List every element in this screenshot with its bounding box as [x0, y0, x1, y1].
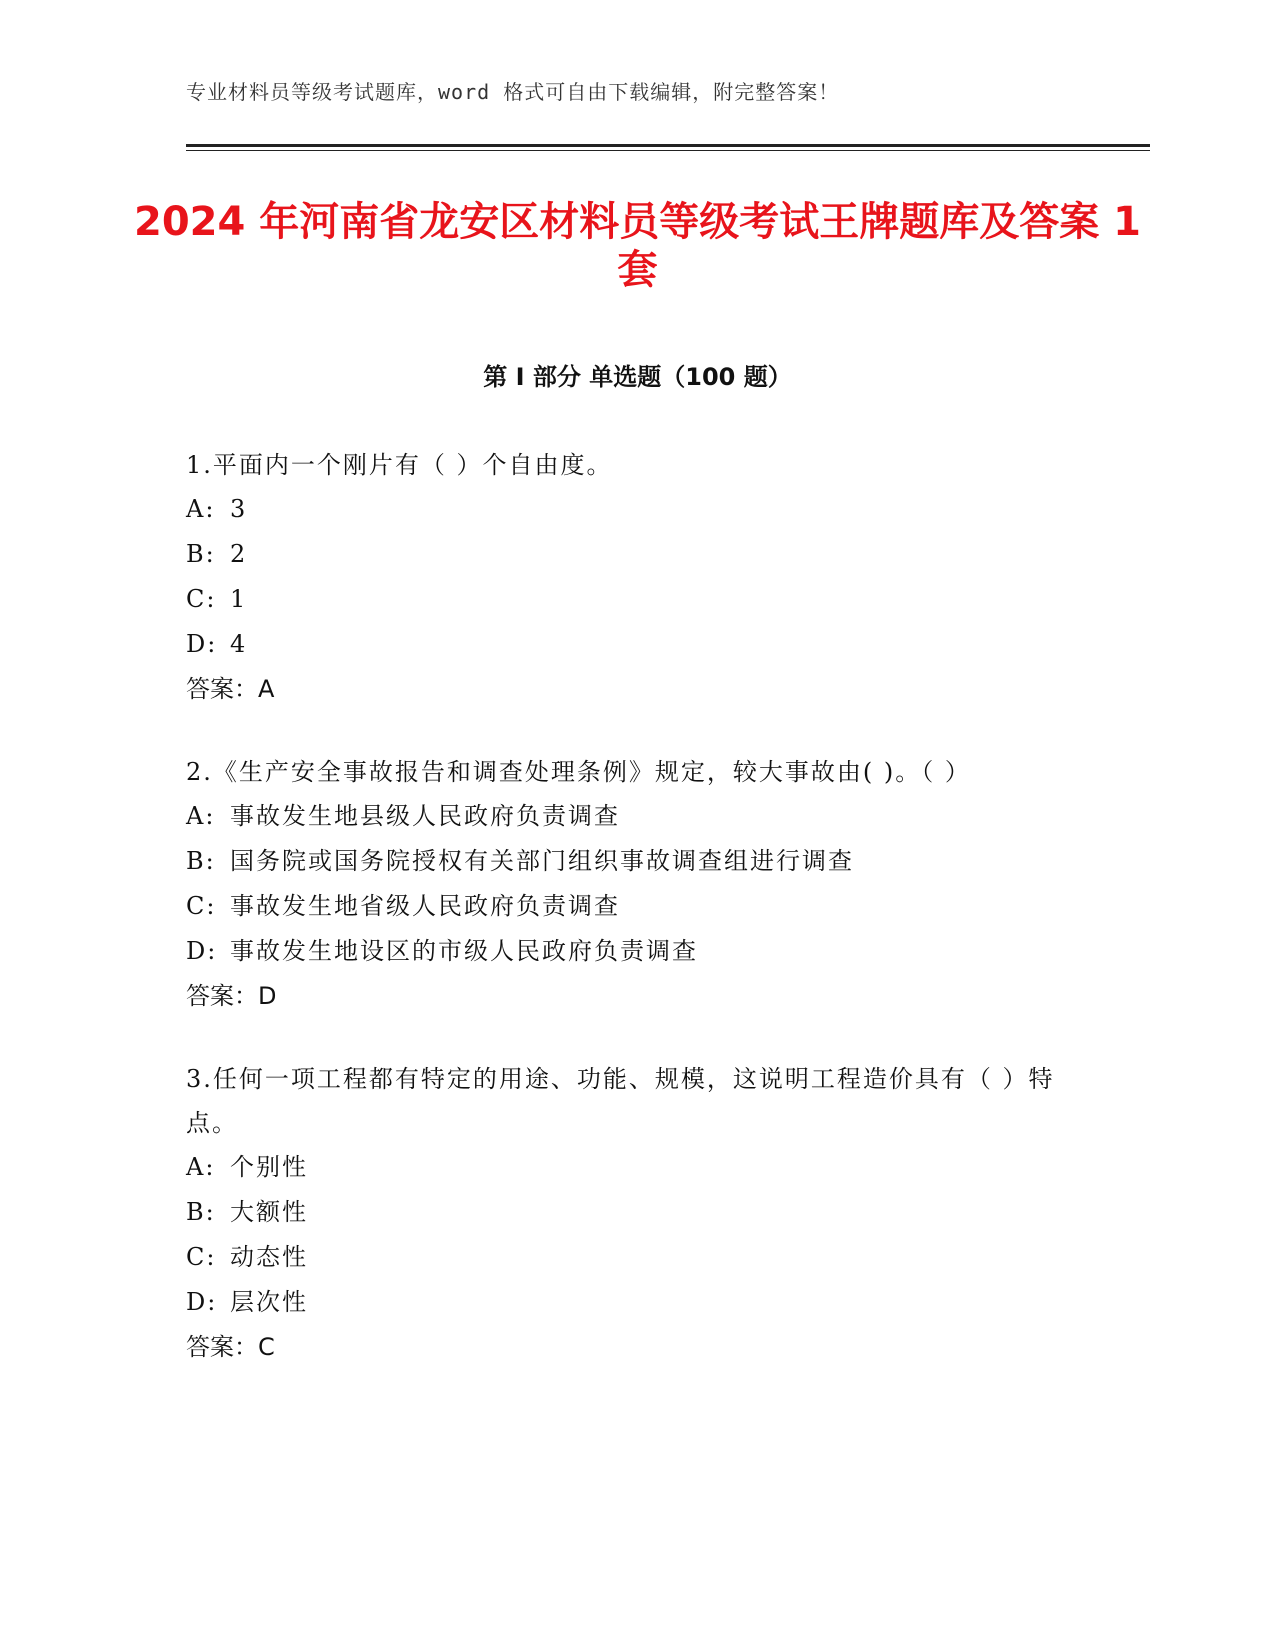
- answer-prefix: 答案：: [186, 675, 258, 703]
- option-b: [186, 1190, 1066, 1235]
- question-stem: 1.平面内一个刚片有（ ）个自由度。: [186, 451, 613, 479]
- answer-value: C: [258, 1333, 275, 1361]
- option-text: 国务院或国务院授权有关部门组织事故调查组进行调查: [230, 847, 854, 875]
- option-a: [186, 1145, 1066, 1190]
- option-text: 事故发生地设区的市级人民政府负责调查: [230, 937, 698, 965]
- header-note: 专业材料员等级考试题库，word 格式可自由下载编辑，附完整答案！: [186, 80, 840, 104]
- answer-line: [186, 667, 1066, 712]
- option-b: [186, 532, 1066, 577]
- question-3: [186, 1057, 1066, 1370]
- option-label: D:: [186, 937, 218, 965]
- option-label: B:: [186, 847, 216, 875]
- option-label: D:: [186, 1288, 218, 1316]
- header-rule-thick: [186, 144, 1150, 147]
- option-text: 事故发生地县级人民政府负责调查: [230, 802, 620, 830]
- option-text: 3: [230, 495, 248, 523]
- option-d: [186, 1280, 1066, 1325]
- option-text: 个别性: [230, 1153, 308, 1181]
- answer-line: [186, 974, 1066, 1019]
- section-title: 第 I 部分 单选题（100 题）: [483, 363, 792, 391]
- option-text: 动态性: [230, 1243, 308, 1271]
- option-label: B:: [186, 540, 216, 568]
- option-c: [186, 884, 1066, 929]
- option-d: [186, 929, 1066, 974]
- question-stem: 2.《生产安全事故报告和调查处理条例》规定，较大事故由( )。（ ）: [186, 758, 971, 786]
- question-list: [186, 443, 1066, 1408]
- answer-value: D: [258, 982, 277, 1010]
- option-text: 4: [230, 630, 248, 658]
- option-b: [186, 839, 1066, 884]
- option-a: [186, 794, 1066, 839]
- option-c: [186, 577, 1066, 622]
- option-label: A:: [186, 1153, 216, 1181]
- option-text: 层次性: [230, 1288, 308, 1316]
- document-title: 2024 年河南省龙安区材料员等级考试王牌题库及答案 1 套: [133, 199, 1141, 293]
- option-a: [186, 487, 1066, 532]
- option-label: B:: [186, 1198, 216, 1226]
- option-text: 1: [230, 585, 248, 613]
- option-label: A:: [186, 802, 216, 830]
- option-text: 事故发生地省级人民政府负责调查: [230, 892, 620, 920]
- question-2: [186, 750, 1066, 1019]
- option-c: [186, 1235, 1066, 1280]
- option-d: [186, 622, 1066, 667]
- option-label: C:: [186, 585, 217, 613]
- question-1: [186, 443, 1066, 712]
- option-label: C:: [186, 892, 217, 920]
- option-text: 2: [230, 540, 248, 568]
- option-label: C:: [186, 1243, 217, 1271]
- answer-value: A: [258, 675, 275, 703]
- answer-prefix: 答案：: [186, 1333, 258, 1361]
- option-label: D:: [186, 630, 218, 658]
- question-stem: 3.任何一项工程都有特定的用途、功能、规模，这说明工程造价具有（ ）特点。: [186, 1065, 1055, 1137]
- answer-prefix: 答案：: [186, 982, 258, 1010]
- header-rule-thin: [186, 150, 1150, 151]
- option-text: 大额性: [230, 1198, 308, 1226]
- answer-line: [186, 1325, 1066, 1370]
- option-label: A:: [186, 495, 216, 523]
